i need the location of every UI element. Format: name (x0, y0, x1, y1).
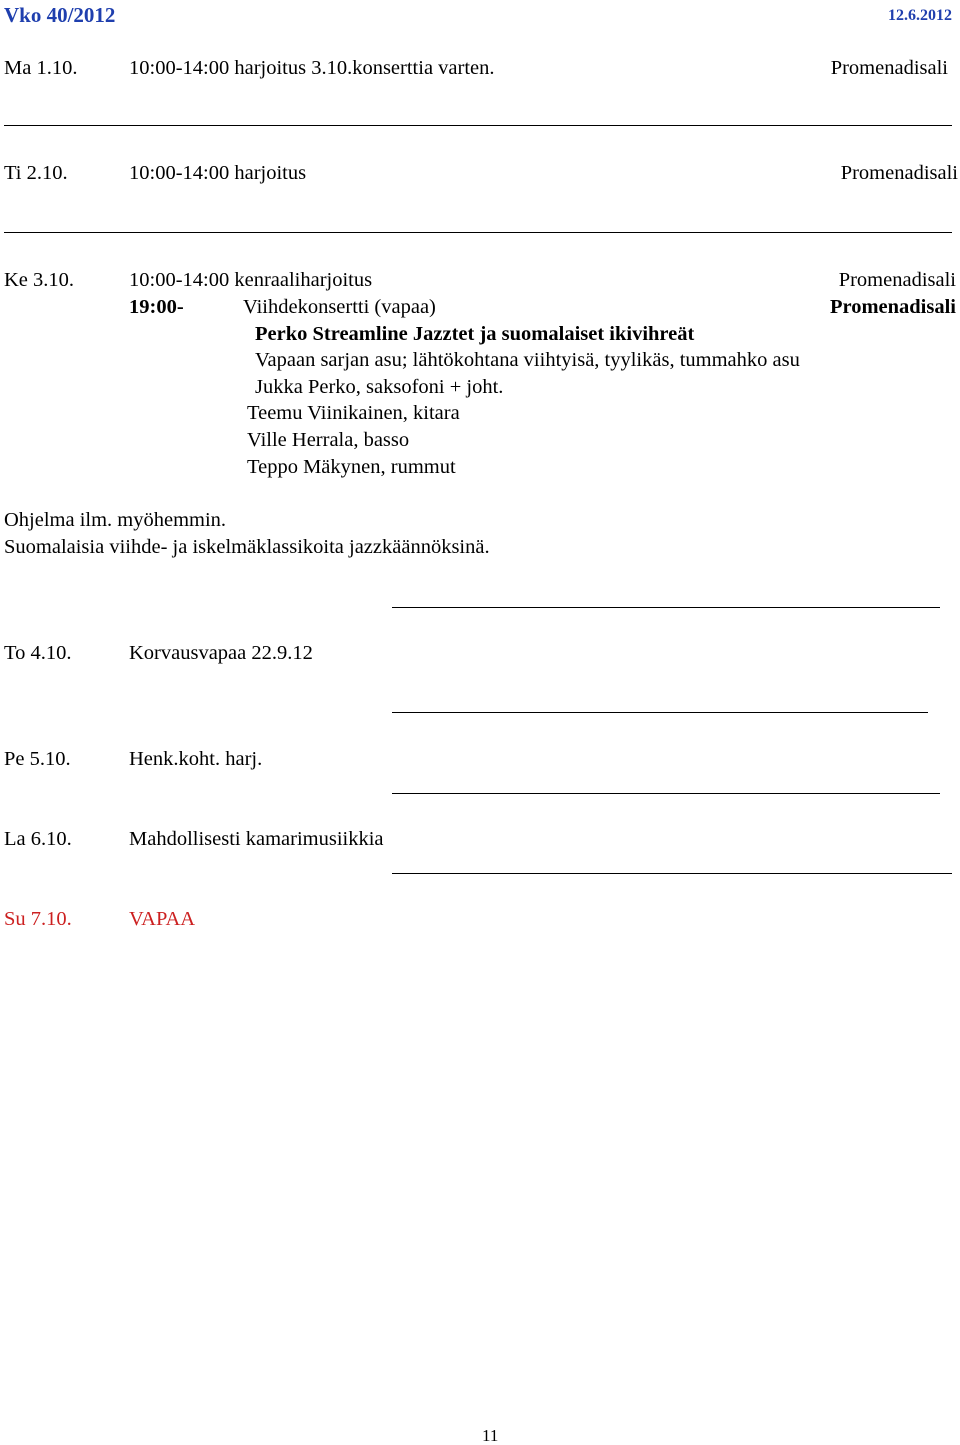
separator-line (392, 712, 928, 713)
day-label: La 6.10. (4, 828, 72, 850)
performer: Teppo Mäkynen, rummut (247, 456, 456, 478)
day-schedule: VAPAA (129, 908, 196, 930)
day-label: Pe 5.10. (4, 748, 71, 770)
day-schedule: Henk.koht. harj. (129, 748, 263, 770)
day-schedule: Mahdollisesti kamarimusiikkia (129, 828, 384, 850)
separator-line (392, 873, 952, 874)
performer: Ville Herrala, basso (247, 429, 410, 451)
ensemble-name: Perko Streamline Jazztet ja suomalaiset ikivihreät (255, 323, 695, 345)
separator-line (392, 793, 940, 794)
separator-line (392, 607, 940, 608)
concert-venue: Promenadisali (829, 296, 956, 318)
day-label: Su 7.10. (4, 908, 72, 930)
performer: Jukka Perko, saksofoni + joht. (255, 376, 504, 398)
concert-title: Viihdekonsertti (vapaa) (243, 296, 436, 318)
venue: Promenadisali (830, 57, 948, 79)
day-label: Ma 1.10. (4, 57, 78, 79)
venue: Promenadisali (840, 162, 958, 184)
program-note: Ohjelma ilm. myöhemmin. (4, 509, 227, 531)
program-description: Suomalaisia viihde- ja iskelmäklassikoita jazzkäännöksinä. (4, 536, 490, 558)
separator-line (4, 125, 952, 126)
day-label: To 4.10. (4, 642, 72, 664)
page-number: 11 (482, 1426, 499, 1445)
document-date: 12.6.2012 (888, 7, 952, 24)
concert-time: 19:00- (129, 296, 184, 318)
day-schedule: 10:00-14:00 kenraaliharjoitus (129, 269, 373, 291)
separator-line (4, 232, 952, 233)
performer: Teemu Viinikainen, kitara (247, 402, 460, 424)
day-schedule: 10:00-14:00 harjoitus 3.10.konserttia varten. (129, 57, 495, 79)
dress-code: Vapaan sarjan asu; lähtökohtana viihtyisä, tyylikäs, tummahko asu (255, 349, 800, 371)
week-title: Vko 40/2012 (4, 3, 116, 27)
day-schedule: Korvausvapaa 22.9.12 (129, 642, 313, 664)
day-schedule: 10:00-14:00 harjoitus (129, 162, 307, 184)
day-label: Ke 3.10. (4, 269, 75, 291)
venue: Promenadisali (838, 269, 956, 291)
day-label: Ti 2.10. (4, 162, 68, 184)
